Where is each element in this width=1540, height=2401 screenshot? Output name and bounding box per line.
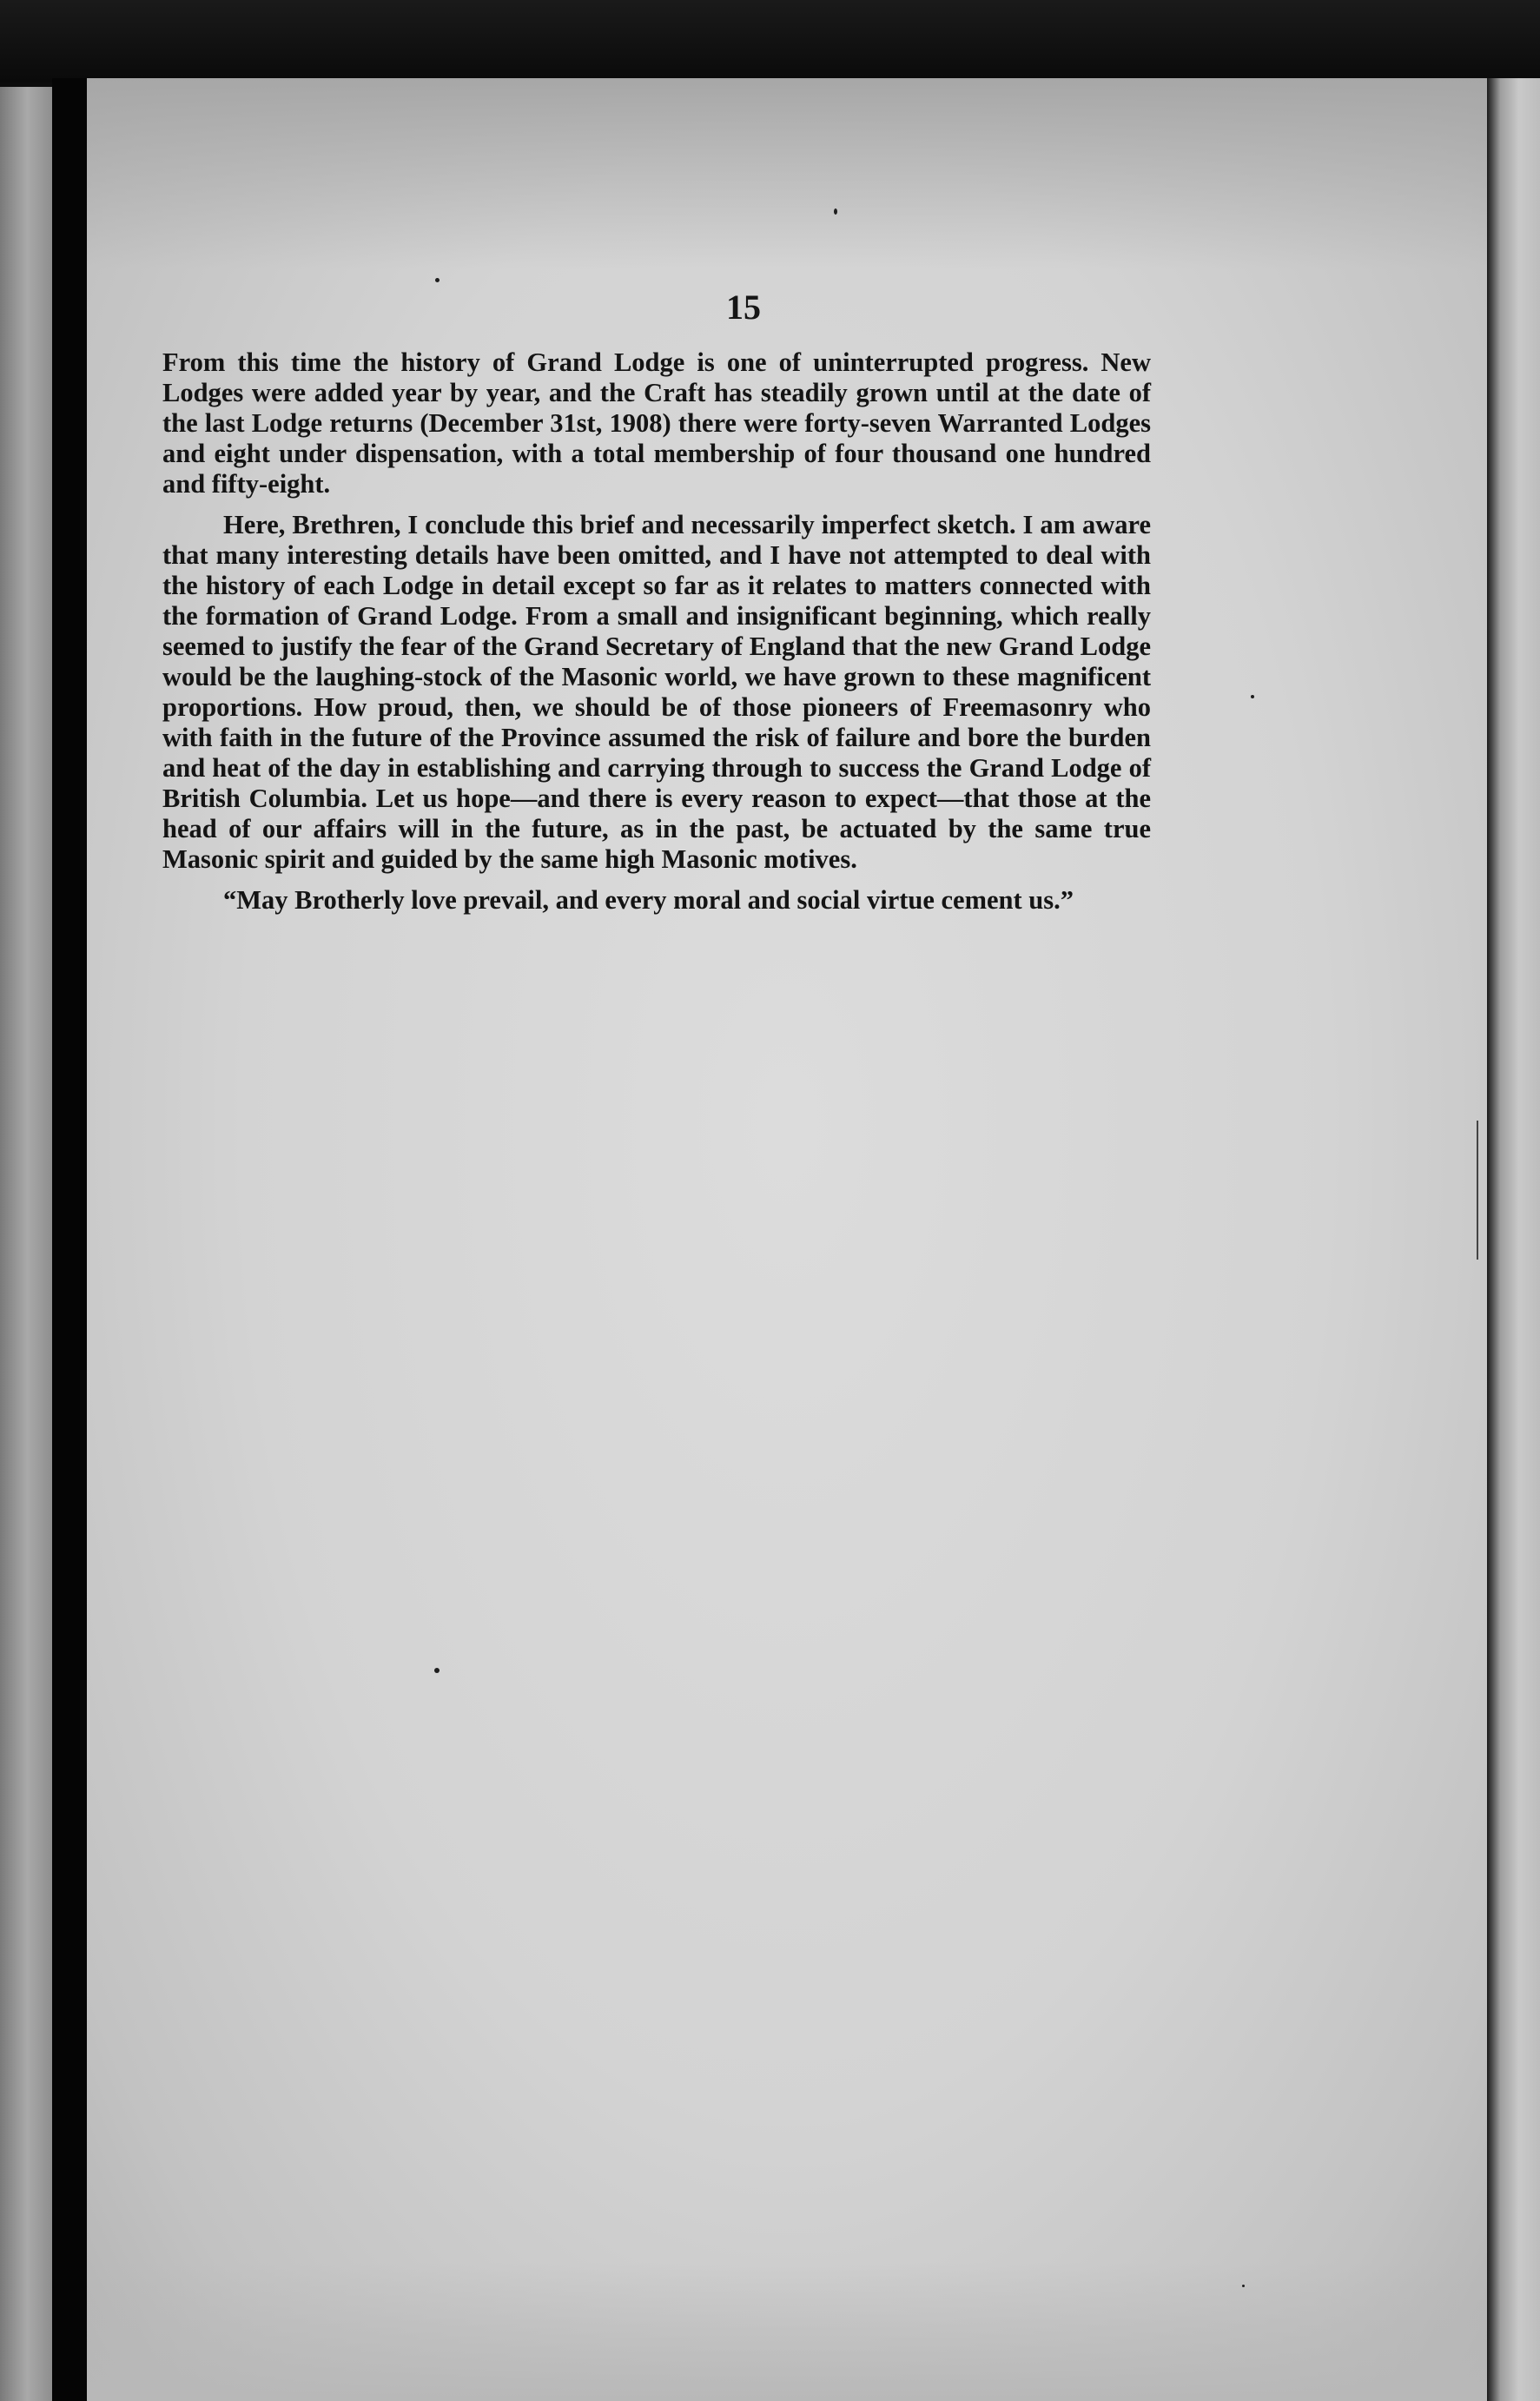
body-text: [162, 347, 1151, 926]
scan-speck: [834, 208, 837, 215]
scan-speck: [1251, 695, 1254, 698]
scan-speck: [434, 1668, 440, 1673]
scan-right-margin: [1487, 78, 1540, 2401]
paragraph-progress: From this time the history of Grand Lodge is one of uninterrupted progress. New Lodges were added year by year, and the Craft has steadily grown until at the date of the last Lodge returns (December 31st, 1908) there were forty-seven Warranted Lodges and eight under dispensation, with a total membership of four thousand one hundred and fifty-eight.: [162, 347, 1151, 499]
page-number: 15: [726, 288, 761, 327]
book-spine-shadow: [52, 78, 89, 2401]
document-page: [87, 78, 1487, 2401]
scan-crease: [1477, 1121, 1478, 1260]
paragraph-closing-quote: “May Brotherly love prevail, and every moral and social virtue cement us.”: [223, 885, 1074, 915]
scan-speck: [435, 278, 440, 282]
scan-top-border: [0, 0, 1540, 83]
scan-speck: [1242, 2285, 1245, 2287]
paragraph-conclusion: Here, Brethren, I conclude this brief and necessarily imperfect sketch. I am aware that many interesting details have been omitted, and I have not attempted to deal with the history of each Lodge in detail except so far as it relates to matters connected with the formation of Grand Lodge. From a small and insignificant beginning, which really seemed to justify the fear of the Grand Secretary of England that the new Grand Lodge would be the laughing-stock of the Masonic world, we have grown to these magnificent proportions. How proud, then, we should be of those pioneers of Freemasonry who with faith in the future of the Province assumed the risk of failure and bore the burden and heat of the day in establishing and carrying through to success the Grand Lodge of British Columbia. Let us hope—and there is every reason to expect—that those at the head of our affairs will in the future, as in the past, be actuated by the same true Masonic spirit and guided by the same high Masonic motives.: [162, 510, 1151, 874]
